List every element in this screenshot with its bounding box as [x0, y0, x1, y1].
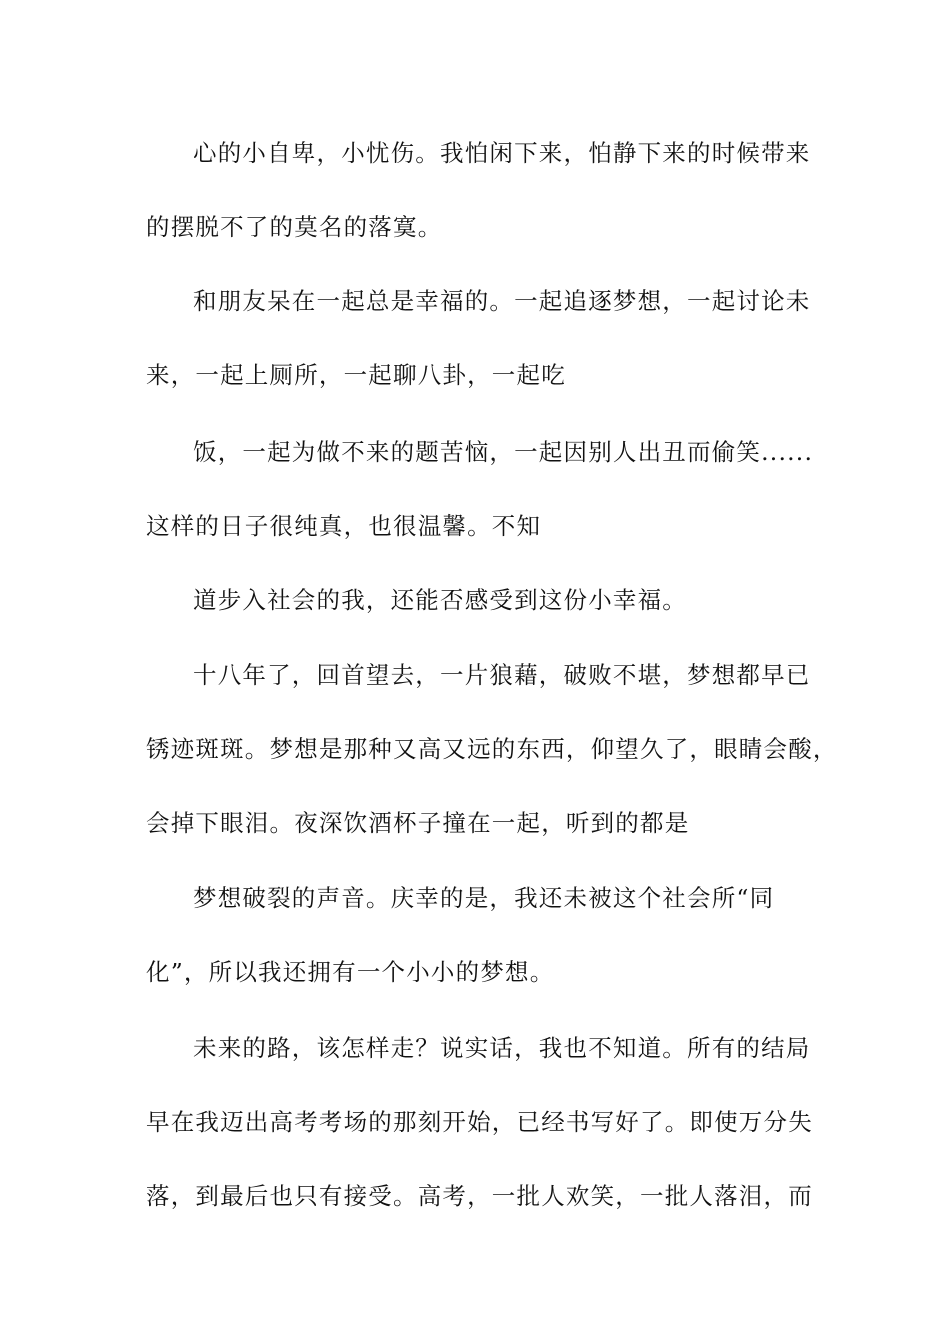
text-line: 落，到最后也只有接受。高考，一批人欢笑，一批人落泪，而 [146, 1182, 813, 1210]
text-line: 未来的路，该怎样走？说实话，我也不知道。所有的结局 [193, 1034, 811, 1062]
text-line: 饭，一起为做不来的题苦恼，一起因别人出丑而偷笑...... [193, 438, 814, 466]
text-line: 心的小自卑，小忧伤。我怕闲下来，怕静下来的时候带来 [193, 139, 811, 167]
text-line: 梦想破裂的声音。庆幸的是，我还未被这个社会所“同 [193, 884, 775, 912]
text-line: 和朋友呆在一起总是幸福的。一起追逐梦想，一起讨论未 [193, 287, 811, 315]
text-line: 的摆脱不了的莫名的落寞。 [146, 213, 443, 241]
text-line: 十八年了，回首望去，一片狼藉，破败不堪，梦想都早已 [193, 661, 811, 689]
text-line: 来，一起上厕所，一起聊八卦，一起吃 [146, 361, 566, 389]
text-line: 锈迹斑斑。梦想是那种又高又远的东西，仰望久了，眼睛会酸， [146, 735, 838, 763]
text-line: 道步入社会的我，还能否感受到这份小幸福。 [193, 586, 687, 614]
text-line: 化”，所以我还拥有一个小小的梦想。 [146, 958, 555, 986]
text-line: 会掉下眼泪。夜深饮酒杯子撞在一起，听到的都是 [146, 809, 690, 837]
text-line: 这样的日子很纯真，也很温馨。不知 [146, 512, 542, 540]
text-line: 早在我迈出高考考场的那刻开始，已经书写好了。即使万分失 [146, 1108, 813, 1136]
